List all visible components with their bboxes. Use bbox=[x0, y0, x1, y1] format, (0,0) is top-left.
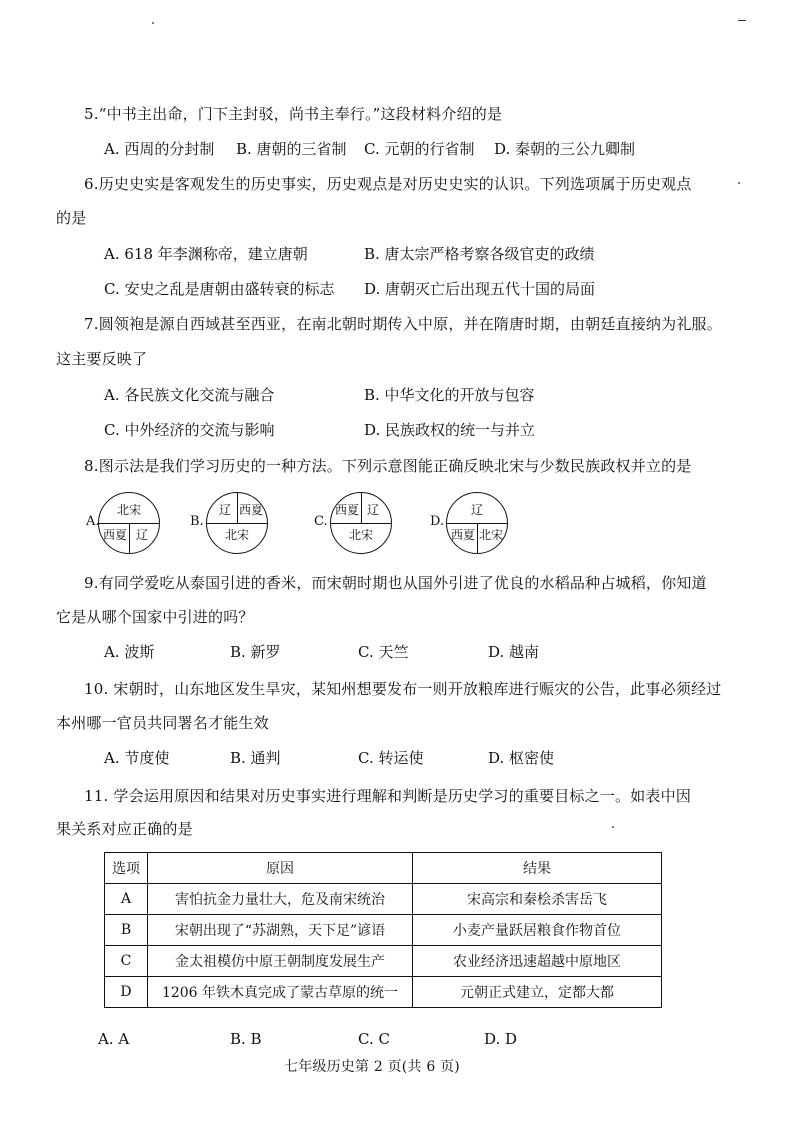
table-cell: 农业经济迅速超越中原地区 bbox=[413, 946, 662, 977]
diagram-d bbox=[446, 492, 508, 554]
table-cell: 1206 年铁木真完成了蒙古草原的统一 bbox=[148, 977, 413, 1008]
table-cell: A bbox=[105, 884, 148, 915]
question-11-option-d: D. D bbox=[484, 1030, 518, 1048]
question-6-option-d: D. 唐朝灭亡后出现五代十国的局面 bbox=[364, 280, 596, 298]
question-11-option-a: A. A bbox=[98, 1030, 130, 1048]
table-row bbox=[105, 884, 662, 915]
diagram-a-bottom-left: 西夏 bbox=[103, 528, 128, 542]
question-10-option-b: B. 通判 bbox=[230, 749, 281, 767]
question-6-stem-line1: 6.历史史实是客观发生的历史事实，历史观点是对历史史实的认识。下列选项属于历史观点 bbox=[84, 175, 692, 193]
question-6-option-c: C. 安史之乱是唐朝由盛转衰的标志 bbox=[104, 280, 335, 298]
question-5-option-b: B. 唐朝的三省制 bbox=[236, 140, 347, 158]
diagram-a-top: 北宋 bbox=[117, 503, 142, 517]
scan-speck bbox=[738, 182, 740, 184]
diagram-b-bottom: 北宋 bbox=[225, 528, 250, 542]
table-row bbox=[105, 915, 662, 946]
table-cell: 小麦产量跃居粮食作物首位 bbox=[413, 915, 662, 946]
diagram-a-bottom-right: 辽 bbox=[136, 528, 149, 542]
question-10-option-c: C. 转运使 bbox=[358, 749, 424, 767]
question-7-stem-line1: 7.圆领袍是源自西域甚至西亚，在南北朝时期传入中原，并在隋唐时期，由朝廷直接纳为礼服。 bbox=[84, 315, 722, 333]
question-5-option-d: D. 秦朝的三公九卿制 bbox=[494, 140, 636, 158]
diagram-b-label: B. bbox=[190, 514, 204, 529]
question-11-option-c: C. C bbox=[358, 1030, 390, 1048]
question-5-option-a: A. 西周的分封制 bbox=[104, 140, 215, 158]
diagram-d-bottom-right: 北宋 bbox=[479, 528, 504, 542]
table-cell: 金太祖模仿中原王朝制度发展生产 bbox=[148, 946, 413, 977]
table-row bbox=[105, 977, 662, 1008]
question-6-option-a: A. 618 年李渊称帝，建立唐朝 bbox=[104, 245, 308, 263]
scan-speck bbox=[612, 826, 614, 828]
question-9-option-b: B. 新罗 bbox=[230, 643, 281, 661]
question-7-stem-line2: 这主要反映了 bbox=[56, 350, 148, 368]
question-11-option-b: B. B bbox=[230, 1030, 262, 1048]
question-7-option-b: B. 中华文化的开放与包容 bbox=[364, 386, 535, 404]
question-9-option-c: C. 天竺 bbox=[358, 643, 409, 661]
table-header-row bbox=[105, 853, 662, 884]
question-6-option-b: B. 唐太宗严格考察各级官吏的政绩 bbox=[364, 245, 595, 263]
table-cell: 宋高宗和秦桧杀害岳飞 bbox=[413, 884, 662, 915]
diagram-b bbox=[206, 492, 268, 554]
table-cell: 元朝正式建立，定都大都 bbox=[413, 977, 662, 1008]
table-cell: 害怕抗金力量壮大，危及南宋统治 bbox=[148, 884, 413, 915]
table-cell: D bbox=[105, 977, 148, 1008]
question-10-option-a: A. 节度使 bbox=[104, 749, 170, 767]
question-10-stem-line1: 10. 宋朝时，山东地区发生旱灾，某知州想要发布一则开放粮库进行赈灾的公告，此事必须经过 bbox=[84, 680, 722, 698]
page-footer: 七年级历史第 2 页(共 6 页) bbox=[284, 1059, 460, 1075]
table-header: 选项 bbox=[105, 853, 148, 884]
scan-speck bbox=[152, 22, 154, 24]
diagram-a bbox=[98, 492, 160, 554]
diagram-c-top-right: 辽 bbox=[367, 503, 380, 517]
table-cell: B bbox=[105, 915, 148, 946]
diagram-d-label: D. bbox=[430, 514, 445, 529]
question-11-stem-line2: 果关系对应正确的是 bbox=[56, 820, 193, 838]
diagram-d-top: 辽 bbox=[471, 503, 484, 517]
question-5-stem: 5.“中书主出命，门下主封驳，尚书主奉行。”这段材料介绍的是 bbox=[84, 105, 503, 123]
question-9-stem-line2: 它是从哪个国家中引进的吗？ bbox=[56, 608, 254, 626]
question-11-stem-line1: 11. 学会运用原因和结果对历史事实进行理解和判断是历史学习的重要目标之一。如表中因 bbox=[84, 787, 692, 805]
diagram-d-bottom-left: 西夏 bbox=[451, 528, 476, 542]
question-5-option-c: C. 元朝的行省制 bbox=[364, 140, 475, 158]
diagram-c-top-left: 西夏 bbox=[335, 503, 360, 517]
question-9-option-d: D. 越南 bbox=[488, 643, 540, 661]
question-7-option-c: C. 中外经济的交流与影响 bbox=[104, 421, 275, 439]
question-7-option-d: D. 民族政权的统一与并立 bbox=[364, 421, 536, 439]
diagram-b-top-left: 辽 bbox=[219, 503, 232, 517]
diagram-c bbox=[330, 492, 392, 554]
question-10-stem-line2: 本州哪一官员共同署名才能生效 bbox=[56, 714, 269, 732]
question-9-option-a: A. 波斯 bbox=[104, 643, 155, 661]
table-header: 原因 bbox=[148, 853, 413, 884]
table-header: 结果 bbox=[413, 853, 662, 884]
cause-effect-table bbox=[104, 852, 662, 1008]
scan-mark bbox=[738, 20, 746, 21]
question-10-option-d: D. 枢密使 bbox=[488, 749, 555, 767]
table-cell: C bbox=[105, 946, 148, 977]
diagram-a-label: A. bbox=[86, 514, 100, 529]
diagram-b-top-right: 西夏 bbox=[239, 503, 264, 517]
table-cell: 宋朝出现了“苏湖熟，天下足”谚语 bbox=[148, 915, 413, 946]
diagram-c-bottom: 北宋 bbox=[349, 528, 374, 542]
table-row bbox=[105, 946, 662, 977]
diagram-c-label: C. bbox=[314, 514, 328, 529]
question-6-stem-line2: 的是 bbox=[56, 209, 87, 227]
question-9-stem-line1: 9.有同学爱吃从泰国引进的香米，而宋朝时期也从国外引进了优良的水稻品种占城稻，你知道 bbox=[84, 574, 707, 592]
question-8-stem: 8.图示法是我们学习历史的一种方法。下列示意图能正确反映北宋与少数民族政权并立的是 bbox=[84, 457, 692, 475]
question-7-option-a: A. 各民族文化交流与融合 bbox=[104, 386, 275, 404]
